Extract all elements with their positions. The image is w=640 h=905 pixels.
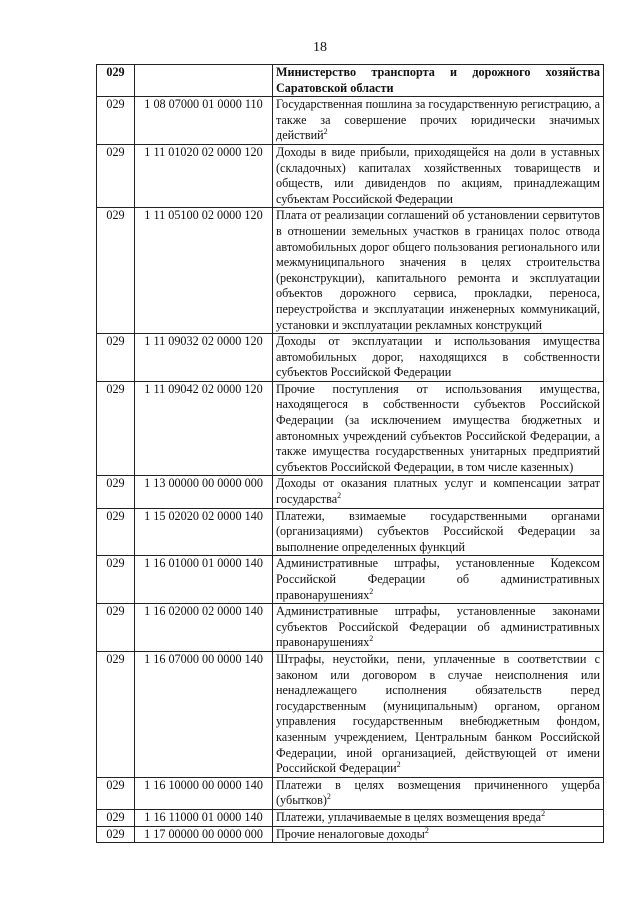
admin-code-cell: 029: [97, 381, 135, 476]
revenue-name-cell: [273, 65, 604, 97]
admin-code-cell: 029: [97, 777, 135, 809]
kbk-code-cell: 1 08 07000 01 0000 110: [135, 97, 273, 145]
revenue-name-text: Доходы от оказания платных услуг и компенсации затрат государства: [276, 476, 600, 507]
kbk-code-cell: 1 16 01000 01 0000 140: [135, 556, 273, 604]
revenue-name-cell: [273, 97, 604, 145]
table-row: [97, 508, 604, 556]
kbk-code-cell: 1 16 07000 00 0000 140: [135, 651, 273, 777]
footnote-marker: 2: [396, 760, 401, 770]
revenue-name-cell: [273, 508, 604, 556]
kbk-code-cell: 1 11 09042 02 0000 120: [135, 381, 273, 476]
admin-code-cell: 029: [97, 208, 135, 334]
admin-code-cell: 029: [97, 508, 135, 556]
table-row: [97, 144, 604, 207]
table-row: [97, 208, 604, 334]
revenue-name-cell: [273, 144, 604, 207]
footnote-marker: 2: [326, 792, 331, 802]
table-row: [97, 97, 604, 145]
revenue-name-text: Министерство транспорта и дорожного хозяйства Саратовской области: [276, 65, 600, 95]
revenue-name-text: Прочие поступления от использования имущества, находящегося в собственности субъектов Российской Федерации (за исключением имущества бюджетных и автономных учреждений субъектов Российской Федерации, а также имущества государственных унитарных предприятий субъектов Российской Федерации, в том числе казенных): [276, 381, 600, 474]
table-row: [97, 651, 604, 777]
admin-code-cell: 029: [97, 97, 135, 145]
table-row: [97, 476, 604, 508]
kbk-code-cell: 1 11 01020 02 0000 120: [135, 144, 273, 207]
footnote-marker: 2: [323, 127, 328, 137]
revenue-name-cell: [273, 476, 604, 508]
kbk-code-cell: 1 16 10000 00 0000 140: [135, 777, 273, 809]
kbk-code-cell: 1 15 02020 02 0000 140: [135, 508, 273, 556]
kbk-code-cell: 1 11 05100 02 0000 120: [135, 208, 273, 334]
revenue-name-cell: [273, 381, 604, 476]
revenue-name-text: Административные штрафы, установленные Кодексом Российской Федерации об административных правонарушениях: [276, 556, 600, 602]
admin-code-cell: 029: [97, 65, 135, 97]
footnote-marker: 2: [541, 808, 546, 818]
admin-code-cell: 029: [97, 476, 135, 508]
revenue-name-text: Государственная пошлина за государственную регистрацию, а также за совершение прочих юридически значимых действий: [276, 97, 600, 143]
table-row: [97, 809, 604, 826]
admin-code-cell: 029: [97, 334, 135, 382]
table-row: [97, 604, 604, 652]
revenue-name-cell: [273, 651, 604, 777]
table-row: [97, 777, 604, 809]
revenue-name-text: Плата от реализации соглашений об установлении сервитутов в отношении земельных участков в границах полос отвода автомобильных дорог общего пользования регионального или межмуниципального значения в целях строительства (реконструкции), капитального ремонта и эксплуатации объектов дорожного сервиса, прокладки, переноса, переустройства и эксплуатации инженерных коммуникаций, установки и эксплуатации рекламных конструкций: [276, 208, 600, 332]
revenue-name-cell: [273, 809, 604, 826]
kbk-code-cell: [135, 65, 273, 97]
footnote-marker: 2: [369, 586, 374, 596]
revenue-name-cell: [273, 208, 604, 334]
table-row: [97, 65, 604, 97]
revenue-codes-table: [96, 64, 604, 843]
kbk-code-cell: 1 13 00000 00 0000 000: [135, 476, 273, 508]
revenue-name-text: Платежи, уплачиваемые в целях возмещения вреда: [276, 809, 542, 824]
page-number: 18: [313, 40, 327, 55]
revenue-name-cell: [273, 556, 604, 604]
kbk-code-cell: 1 16 11000 01 0000 140: [135, 809, 273, 826]
revenue-name-cell: [273, 334, 604, 382]
table-row: [97, 381, 604, 476]
revenue-name-text: Доходы в виде прибыли, приходящейся на доли в уставных (складочных) капиталах хозяйственных товариществ и обществ, или дивидендов по акциям, принадлежащим субъектам Российской Федерации: [276, 144, 600, 206]
revenue-name-cell: [273, 826, 604, 843]
revenue-name-cell: [273, 604, 604, 652]
admin-code-cell: 029: [97, 556, 135, 604]
footnote-marker: 2: [369, 634, 374, 644]
revenue-name-text: Платежи, взимаемые государственными органами (организациями) субъектов Российской Федерации за выполнение определенных функций: [276, 508, 600, 554]
kbk-code-cell: 1 11 09032 02 0000 120: [135, 334, 273, 382]
admin-code-cell: 029: [97, 144, 135, 207]
revenue-name-text: Платежи в целях возмещения причиненного ущерба (убытков): [276, 777, 600, 808]
revenue-name-text: Доходы от эксплуатации и использования имущества автомобильных дорог, находящихся в собственности субъектов Российской Федерации: [276, 334, 600, 380]
admin-code-cell: 029: [97, 651, 135, 777]
footnote-marker: 2: [424, 825, 429, 835]
revenue-name-text: Административные штрафы, установленные законами субъектов Российской Федерации об административных правонарушениях: [276, 604, 600, 650]
table-row: [97, 334, 604, 382]
revenue-name-text: Штрафы, неустойки, пени, уплаченные в соответствии с законом или договором в случае неисполнения или ненадлежащего исполнения обязательств перед государственным (муниципальным) органом, органом управления государственным внебюджетным фондом, казенным учреждением, Центральным банком Российской Федерации, иной организацией, действующей от имени Российской Федерации: [276, 651, 600, 776]
revenue-name-text: Прочие неналоговые доходы: [276, 826, 425, 841]
kbk-code-cell: 1 16 02000 02 0000 140: [135, 604, 273, 652]
table-row: [97, 556, 604, 604]
admin-code-cell: 029: [97, 826, 135, 843]
kbk-code-cell: 1 17 00000 00 0000 000: [135, 826, 273, 843]
table-row: [97, 826, 604, 843]
revenue-name-cell: [273, 777, 604, 809]
admin-code-cell: 029: [97, 604, 135, 652]
footnote-marker: 2: [337, 490, 342, 500]
admin-code-cell: 029: [97, 809, 135, 826]
